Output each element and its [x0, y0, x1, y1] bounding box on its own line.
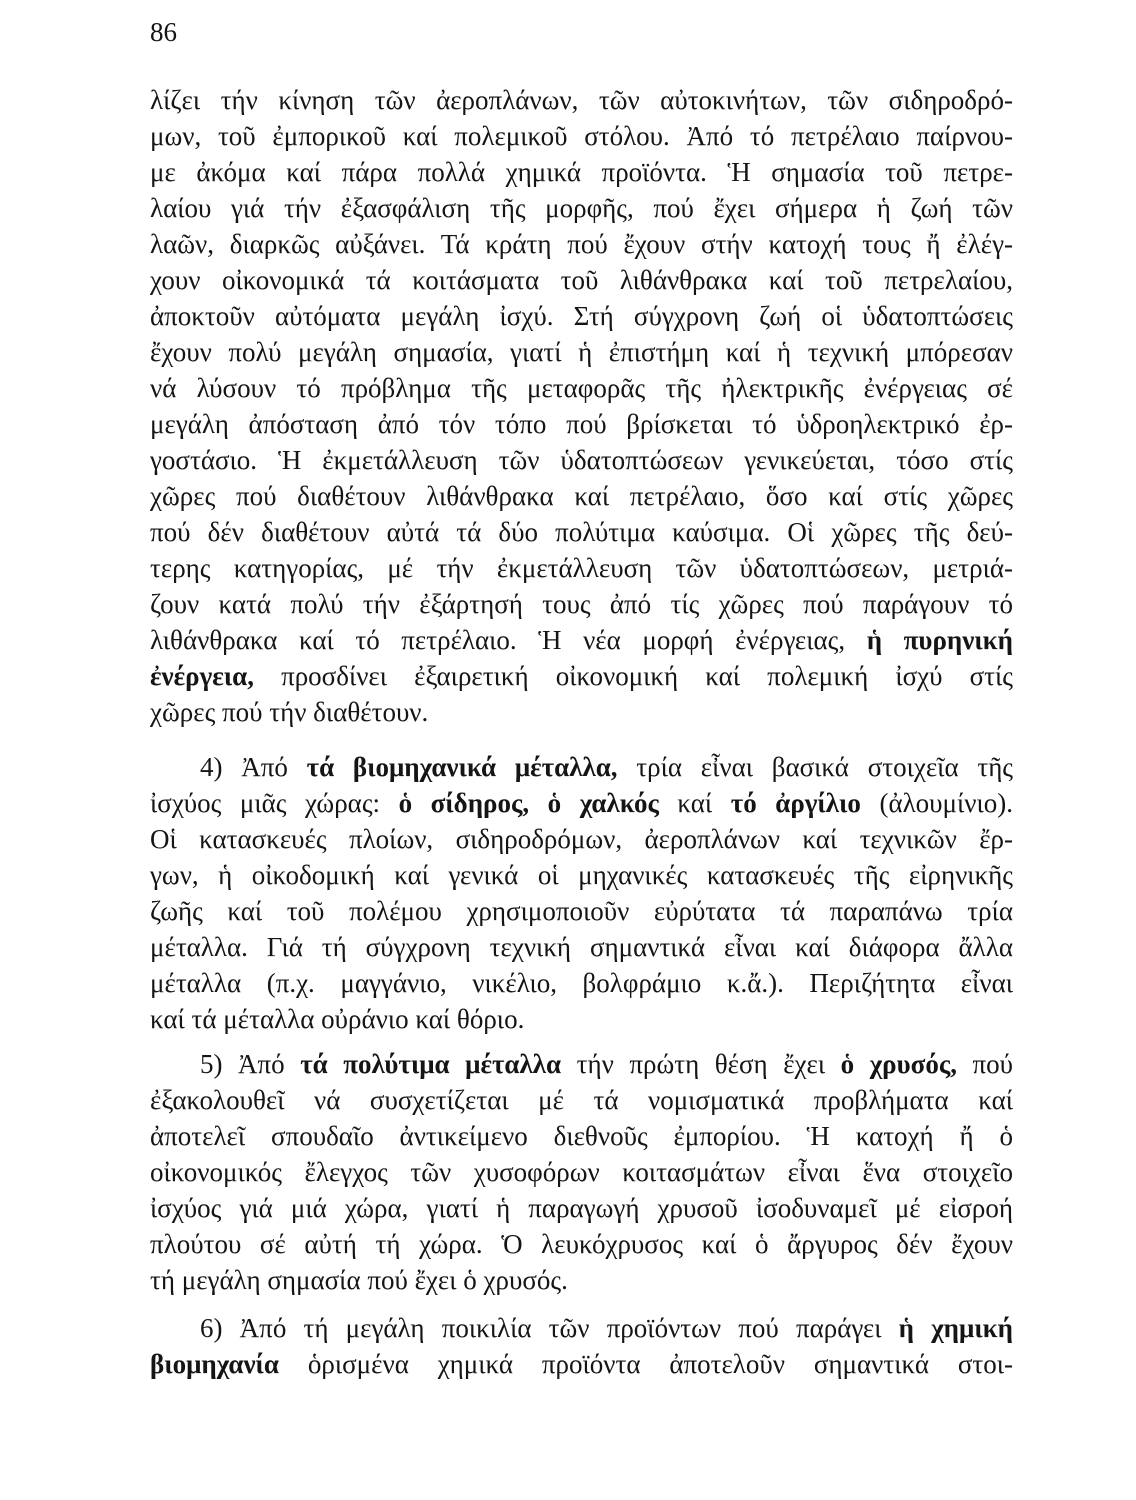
- page-text: [150, 82, 1013, 1382]
- line-segment: προσδίνει ἐξαιρετική οἰκονομική καί πολεμική ἰσχύ στίς: [253, 661, 1013, 691]
- page-number: 86: [150, 17, 177, 47]
- bold-term: ὁ χρυσός,: [840, 1049, 957, 1079]
- text-line: λίζει τήν κίνηση τῶν ἀεροπλάνων, τῶν αὐτοκινήτων, τῶν σιδηροδρό-: [150, 85, 1013, 115]
- text-line: τερης κατηγορίας, μέ τήν ἐκμετάλλευση τῶν ὑδατοπτώσεων, μετριά-: [150, 553, 1013, 583]
- line-segment: ἰσχύος μιᾶς χώρας:: [150, 788, 399, 818]
- text-line: καί τά μέταλλα οὐράνιο καί θόριο.: [150, 1004, 525, 1034]
- text-line: πλούτου σέ αὐτή τή χώρα. Ὁ λευκόχρυσος καί ὁ ἄργυρος δέν ἔχουν: [150, 1229, 1013, 1259]
- text-line: [150, 785, 1013, 821]
- bold-term: ἐνέργεια,: [150, 661, 254, 691]
- text-line: μων, τοῦ ἐμπορικοῦ καί πολεμικοῦ στόλου. Ἀπό τό πετρέλαιο παίρνου-: [150, 121, 1013, 151]
- text-line: [150, 1046, 1013, 1082]
- bold-term: βιομηχανία: [150, 1349, 280, 1379]
- text-line: γοστάσιο. Ἡ ἐκμετάλλευση τῶν ὑδατοπτώσεων γενικεύεται, τόσο στίς: [150, 445, 1013, 475]
- paragraph: [150, 1310, 1013, 1382]
- text-line: [150, 1310, 1013, 1346]
- text-line: ζουν κατά πολύ τήν ἐξάρτησή τους ἀπό τίς χῶρες πού παράγουν τό: [150, 589, 1013, 619]
- text-line: ἀποκτοῦν αὐτόματα μεγάλη ἰσχύ. Στή σύγχρονη ζωή οἱ ὑδατοπτώσεις: [150, 301, 1013, 331]
- line-segment: πού: [956, 1049, 1014, 1079]
- text-line: ἰσχύος γιά μιά χώρα, γιατί ἡ παραγωγή χρυσοῦ ἰσοδυναμεῖ μέ εἰσροή: [150, 1193, 1013, 1223]
- text-line: οἰκονομικός ἔλεγχος τῶν χυσοφόρων κοιτασμάτων εἶναι ἕνα στοιχεῖο: [150, 1157, 1013, 1187]
- text-line: ἔχουν πολύ μεγάλη σημασία, γιατί ἡ ἐπιστήμη καί ἡ τεχνική μπόρεσαν: [150, 337, 1013, 367]
- bold-term: τά πολύτιμα μέταλλα: [300, 1049, 562, 1079]
- paragraph: [150, 82, 1013, 730]
- paragraph: [150, 1046, 1013, 1298]
- bold-term: ὁ σίδηρος, ὁ χαλκός: [398, 788, 659, 818]
- text-line: ἐξακολουθεῖ νά συσχετίζεται μέ τά νομισματικά προβλήματα καί: [150, 1085, 1013, 1115]
- bold-term: ἡ πυρηνική: [866, 625, 1013, 655]
- line-segment: τρία εἶναι βασικά στοιχεῖα τῆς: [617, 752, 1014, 782]
- text-line: [150, 658, 1013, 694]
- text-line: γων, ἡ οἰκοδομική καί γενικά οἱ μηχανικές κατασκευές τῆς εἰρηνικῆς: [150, 860, 1013, 890]
- text-line: ζωῆς καί τοῦ πολέμου χρησιμοποιοῦν εὐρύτατα τά παραπάνω τρία: [150, 896, 1013, 926]
- line-segment: καί: [658, 788, 731, 818]
- text-line: [150, 1346, 1013, 1382]
- line-segment: 4) Ἀπό: [200, 752, 307, 782]
- line-segment: (ἀλουμίνιο).: [860, 788, 1014, 818]
- line-segment: τήν πρώτη θέση ἔχει: [561, 1049, 841, 1079]
- bold-term: τά βιομηχανικά μέταλλα,: [306, 752, 618, 782]
- paragraph: [150, 749, 1013, 1037]
- text-line: λαῶν, διαρκῶς αὐξάνει. Τά κράτη πού ἔχουν στήν κατοχή τους ἤ ἐλέγ-: [150, 229, 1013, 259]
- text-line: χουν οἰκονομικά τά κοιτάσματα τοῦ λιθάνθρακα καί τοῦ πετρελαίου,: [150, 265, 1013, 295]
- line-segment: ὁρισμένα χημικά προϊόντα ἀποτελοῦν σημαντικά στοι-: [279, 1349, 1013, 1379]
- text-line: μέταλλα (π.χ. μαγγάνιο, νικέλιο, βολφράμιο κ.ἄ.). Περιζήτητα εἶναι: [150, 968, 1013, 998]
- text-line: χῶρες πού διαθέτουν λιθάνθρακα καί πετρέλαιο, ὅσο καί στίς χῶρες: [150, 481, 1013, 511]
- bold-term: τό ἀργίλιο: [730, 788, 861, 818]
- text-line: πού δέν διαθέτουν αὐτά τά δύο πολύτιμα καύσιμα. Οἱ χῶρες τῆς δεύ-: [150, 517, 1013, 547]
- text-line: χῶρες πού τήν διαθέτουν.: [150, 697, 429, 727]
- line-segment: 6) Ἀπό τή μεγάλη ποικιλία τῶν προϊόντων πού παράγει: [200, 1313, 899, 1343]
- bold-term: ἡ χημική: [898, 1313, 1014, 1343]
- text-line: τή μεγάλη σημασία πού ἔχει ὁ χρυσός.: [150, 1265, 568, 1295]
- line-segment: λιθάνθρακα καί τό πετρέλαιο. Ἡ νέα μορφή ἐνέργειας,: [150, 625, 867, 655]
- text-line: [150, 749, 1013, 785]
- text-line: νά λύσουν τό πρόβλημα τῆς μεταφορᾶς τῆς ἠλεκτρικῆς ἐνέργειας σέ: [150, 373, 1013, 403]
- text-line: [150, 622, 1013, 658]
- line-segment: 5) Ἀπό: [200, 1049, 301, 1079]
- text-line: Οἱ κατασκευές πλοίων, σιδηροδρόμων, ἀεροπλάνων καί τεχνικῶν ἔρ-: [150, 824, 1013, 854]
- text-line: με ἀκόμα καί πάρα πολλά χημικά προϊόντα. Ἡ σημασία τοῦ πετρε-: [150, 157, 1013, 187]
- text-line: ἀποτελεῖ σπουδαῖο ἀντικείμενο διεθνοῦς ἐμπορίου. Ἡ κατοχή ἤ ὁ: [150, 1121, 1013, 1151]
- text-line: μεγάλη ἀπόσταση ἀπό τόν τόπο πού βρίσκεται τό ὑδροηλεκτρικό ἐρ-: [150, 409, 1013, 439]
- text-line: μέταλλα. Γιά τή σύγχρονη τεχνική σημαντικά εἶναι καί διάφορα ἄλλα: [150, 932, 1013, 962]
- text-line: λαίου γιά τήν ἐξασφάλιση τῆς μορφῆς, πού ἔχει σήμερα ἡ ζωή τῶν: [150, 193, 1013, 223]
